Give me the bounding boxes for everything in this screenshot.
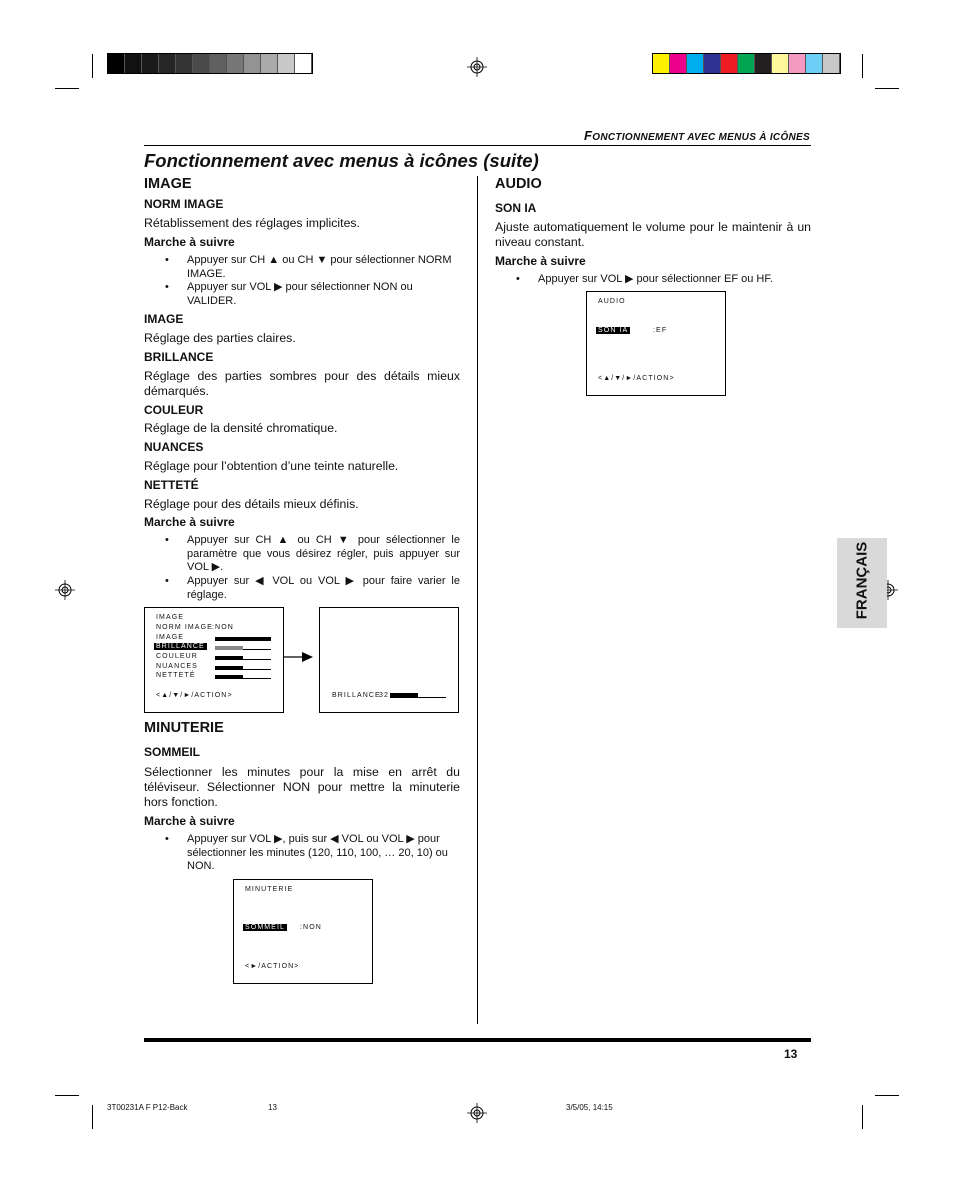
color-swatch: [721, 54, 738, 73]
color-swatch: [704, 54, 721, 73]
language-side-tab: FRANÇAIS: [837, 538, 887, 628]
osd-row-value: :NON: [212, 624, 234, 631]
footer-job-id: 3T00231A F P12-Back: [107, 1103, 188, 1112]
footer-page: 13: [268, 1103, 277, 1112]
header-rule: [144, 145, 811, 146]
osd-nav-hint: <▲/▼/►/ACTION>: [598, 375, 675, 382]
color-swatch: [142, 54, 159, 73]
footer-date: 3/5/05, 14:15: [566, 1103, 613, 1112]
nettete-heading: NETTETÉ: [144, 478, 199, 492]
crop-mark: [862, 1105, 863, 1129]
steps-heading: Marche à suivre: [495, 254, 586, 268]
crop-mark: [55, 88, 79, 89]
crop-mark: [875, 1095, 899, 1096]
color-swatch: [823, 54, 840, 73]
gray-calibration-bar: [107, 53, 313, 74]
norm-image-text: Rétablissement des réglages implicites.: [144, 216, 360, 230]
registration-mark-icon: [55, 580, 75, 600]
osd-nav-hint: <►/ACTION>: [245, 963, 300, 970]
osd-level-bar: [215, 675, 243, 679]
crop-mark: [92, 54, 93, 78]
color-swatch: [687, 54, 704, 73]
footer-rule: [144, 1038, 811, 1042]
couleur-heading: COULEUR: [144, 403, 204, 417]
bullet-item: • Appuyer sur CH ▲ ou CH ▼ pour sélectionner NORM IMAGE.: [165, 254, 452, 280]
osd-row-value: :NON: [300, 924, 322, 931]
color-swatch: [244, 54, 261, 73]
arrow-right-icon: [284, 650, 314, 664]
crop-mark: [92, 1105, 93, 1129]
osd-audio: [586, 291, 726, 396]
nuances-heading: NUANCES: [144, 440, 204, 454]
osd-adjust-screen: [319, 607, 459, 713]
color-swatch: [108, 54, 125, 73]
osd-title: MINUTERIE: [245, 886, 294, 893]
sommeil-text: Sélectionner les minutes pour la mise en arrêt du téléviseur. Sélectionner NON pour mettre la minuterie hors fonction.: [144, 765, 460, 809]
osd-row-label: NORM IMAGE: [156, 624, 213, 631]
nuances-text: Réglage pour l’obtention d’une teinte naturelle.: [144, 459, 399, 473]
color-swatch: [653, 54, 670, 73]
bullet-item: • Appuyer sur CH ▲ ou CH ▼ pour sélectionner le paramètre que vous désirez régler, puis appuyer sur VOL ▶.: [165, 534, 460, 573]
registration-mark-icon: [467, 57, 487, 77]
osd-level-bar: [215, 666, 243, 670]
color-swatch: [210, 54, 227, 73]
section-heading-image: IMAGE: [144, 176, 192, 192]
osd-adjust-track: [390, 697, 446, 698]
osd-title: IMAGE: [156, 614, 185, 621]
column-divider: [477, 176, 478, 1024]
crop-mark: [875, 88, 899, 89]
osd-row-label-selected: SOMMEIL: [245, 924, 285, 931]
osd-level-bar: [215, 656, 243, 660]
osd-row-label: COULEUR: [156, 653, 198, 660]
steps-heading: Marche à suivre: [144, 235, 235, 249]
page-number: 13: [784, 1047, 798, 1061]
bullet-item: • Appuyer sur VOL ▶ pour sélectionner EF ou HF.: [516, 273, 773, 285]
color-swatch: [278, 54, 295, 73]
section-heading-minuterie: MINUTERIE: [144, 720, 224, 736]
color-swatch: [738, 54, 755, 73]
section-heading-audio: AUDIO: [495, 176, 542, 192]
registration-mark-icon: [467, 1103, 487, 1123]
osd-level-bar: [215, 646, 243, 650]
color-swatch: [295, 54, 312, 73]
color-swatch: [670, 54, 687, 73]
color-swatch: [772, 54, 789, 73]
color-swatch: [261, 54, 278, 73]
osd-image-menu: [144, 607, 284, 713]
osd-adjust-label: BRILLANCE: [332, 692, 381, 699]
color-swatch: [755, 54, 772, 73]
crop-mark: [862, 54, 863, 78]
running-header: FONCTIONNEMENT AVEC MENUS À ICÔNES: [584, 128, 810, 143]
sommeil-heading: SOMMEIL: [144, 745, 200, 759]
color-calibration-bar: [652, 53, 841, 74]
bullet-item: • Appuyer sur VOL ▶, puis sur ◀ VOL ou VOL ▶ pour sélectionner les minutes (120, 110, 100, … 20, 10) ou NON.: [165, 833, 448, 872]
osd-adjust-bar: [390, 693, 418, 697]
osd-row-label: NUANCES: [156, 663, 198, 670]
osd-row-label-selected: SON IA: [598, 327, 629, 334]
osd-level-bar: [215, 637, 271, 641]
norm-image-heading: NORM IMAGE: [144, 197, 224, 211]
brillance-heading: BRILLANCE: [144, 350, 214, 364]
osd-nav-hint: <▲/▼/►/ACTION>: [156, 692, 233, 699]
osd-title: AUDIO: [598, 298, 626, 305]
color-swatch: [125, 54, 142, 73]
image-item-heading: IMAGE: [144, 312, 184, 326]
osd-row-label-selected: BRILLANCE: [156, 643, 205, 650]
crop-mark: [55, 1095, 79, 1096]
bullet-item: • Appuyer sur ◀ VOL ou VOL ▶ pour faire varier le réglage.: [165, 575, 460, 601]
color-swatch: [789, 54, 806, 73]
steps-heading: Marche à suivre: [144, 814, 235, 828]
son-ia-text: Ajuste automatiquement le volume pour le maintenir à un niveau constant.: [495, 220, 811, 249]
color-swatch: [176, 54, 193, 73]
steps-heading: Marche à suivre: [144, 515, 235, 529]
page-title: Fonctionnement avec menus à icônes (suite): [144, 150, 539, 171]
osd-minuterie: [233, 879, 373, 984]
osd-row-label: NETTETÉ: [156, 672, 196, 679]
brillance-text: Réglage des parties sombres pour des détails mieux démarqués.: [144, 369, 460, 398]
bullet-item: • Appuyer sur VOL ▶ pour sélectionner NON ou VALIDER.: [165, 281, 413, 307]
nettete-text: Réglage pour des détails mieux définis.: [144, 497, 359, 511]
osd-row-value: :EF: [653, 327, 668, 334]
son-ia-heading: SON IA: [495, 201, 537, 215]
osd-row-label: IMAGE: [156, 634, 185, 641]
color-swatch: [159, 54, 176, 73]
color-swatch: [193, 54, 210, 73]
color-swatch: [806, 54, 823, 73]
color-swatch: [227, 54, 244, 73]
couleur-text: Réglage de la densité chromatique.: [144, 421, 338, 435]
image-item-text: Réglage des parties claires.: [144, 331, 296, 345]
osd-adjust-value: 32: [379, 692, 389, 699]
